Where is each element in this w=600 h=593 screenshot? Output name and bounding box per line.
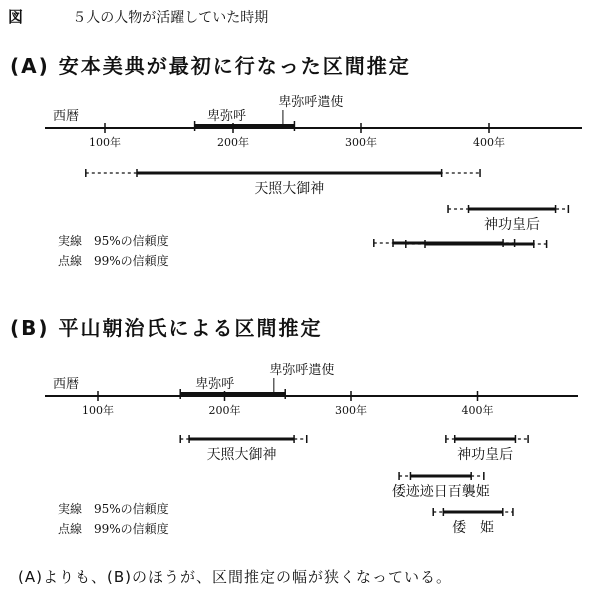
- figure-title: ５人の人物が活躍していた時期: [72, 10, 269, 26]
- tick-label: 200年: [217, 136, 249, 149]
- figure-name-0: 天照大御神: [254, 181, 325, 197]
- figure-name-3: 倭 姫: [452, 520, 495, 536]
- panel-b-legend: [58, 499, 169, 539]
- legend-dotted: 点線 99%の信頼度: [58, 254, 169, 268]
- tick-label: 100年: [89, 136, 121, 149]
- figure-header: [8, 6, 268, 27]
- tick-label: 300年: [345, 136, 377, 149]
- tick-label: 200年: [208, 404, 241, 417]
- tick-label: 400年: [461, 404, 494, 417]
- tick-label: 400年: [473, 136, 505, 149]
- figure-name-2: 倭迹迹日百襲姫: [391, 484, 490, 500]
- panel-a-legend: [58, 231, 169, 271]
- panel-a-title: (A) 安本美典が最初に行なった区間推定: [10, 54, 411, 78]
- figure-name-0: 天照大御神: [206, 447, 277, 463]
- tick-label: 100年: [82, 404, 114, 417]
- envoy-label: 卑弥呼遣使: [278, 95, 344, 110]
- legend-solid: 実線 95%の信頼度: [58, 502, 169, 516]
- tick-label: 300年: [335, 404, 367, 417]
- footnote: (A)よりも、(B)のほうが、区間推定の幅が狭くなっている。: [18, 568, 452, 586]
- envoy-label: 卑弥呼遣使: [269, 363, 335, 378]
- figure-name-1: 神功皇后: [457, 447, 514, 463]
- axis-label: 西暦: [53, 109, 80, 124]
- figure-label: 図: [8, 8, 24, 26]
- himiko-label: 卑弥呼: [195, 377, 235, 392]
- panel-a-timeline: [0, 88, 600, 248]
- figure-name-1: 神功皇后: [484, 217, 541, 233]
- panel-b-title: (B) 平山朝治氏による区間推定: [10, 316, 323, 340]
- himiko-label: 卑弥呼: [207, 109, 247, 124]
- legend-dotted: 点線 99%の信頼度: [58, 522, 169, 536]
- axis-label: 西暦: [53, 377, 80, 392]
- legend-solid: 実線 95%の信頼度: [58, 234, 169, 248]
